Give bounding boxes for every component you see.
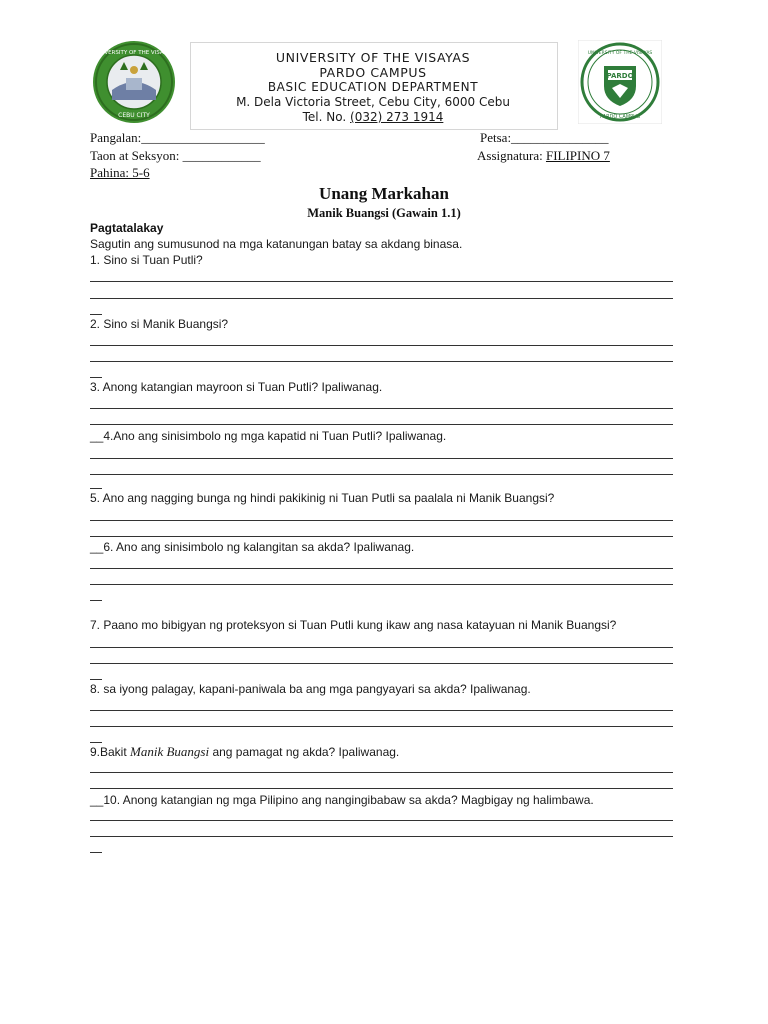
question-10: __10. Anong katangian ng mga Pilipino ang nangingibabaw sa akda? Magbigay ng halimbawa. (90, 793, 594, 807)
svg-text:UNIVERSITY OF THE VISAYAS: UNIVERSITY OF THE VISAYAS (94, 50, 174, 56)
assignatura-label: Assignatura: (477, 148, 543, 163)
question-9-prefix: 9.Bakit (90, 745, 131, 759)
answer-line[interactable] (90, 663, 673, 664)
question-7: 7. Paano mo bibigyan ng proteksyon si Tuan Putli kung ikaw ang nasa katayuan ni Manik Buangsi? (90, 618, 617, 632)
answer-line[interactable] (90, 584, 673, 585)
answer-line[interactable] (90, 345, 673, 346)
answer-line[interactable] (90, 361, 673, 362)
answer-line[interactable] (90, 726, 673, 727)
answer-line-stub (90, 488, 102, 489)
assignatura-value: FILIPINO 7 (545, 148, 610, 163)
question-9-title: Manik Buangsi (130, 744, 210, 759)
answer-line-stub (90, 377, 102, 378)
campus-logo (578, 40, 662, 124)
answer-line[interactable] (90, 820, 673, 821)
answer-line[interactable] (90, 536, 673, 537)
answer-line[interactable] (90, 772, 673, 773)
section-heading: Pagtatalakay (90, 221, 164, 235)
pahina-field: Pahina: 5-6 (90, 165, 150, 180)
answer-line[interactable] (90, 710, 673, 711)
assignatura-field (477, 148, 610, 164)
svg-text:PARDO: PARDO (606, 72, 634, 80)
answer-line[interactable] (90, 647, 673, 648)
pangalan-field[interactable]: Pangalan:___________________ (90, 130, 265, 145)
school-address: M. Dela Victoria Street, Cebu City, 6000 Cebu (236, 95, 510, 109)
question-3: 3. Anong katangian mayroon si Tuan Putli? Ipaliwanag. (90, 380, 383, 394)
answer-line-stub (90, 600, 102, 601)
answer-line[interactable] (90, 408, 673, 409)
question-9-suffix: ang pamagat ng akda? Ipaliwanag. (209, 745, 400, 759)
question-2: 2. Sino si Manik Buangsi? (90, 317, 229, 331)
answer-line-stub (90, 314, 102, 315)
svg-text:UNIVERSITY OF THE VISAYAS: UNIVERSITY OF THE VISAYAS (587, 51, 653, 56)
telephone-label: Tel. No. (302, 110, 347, 124)
answer-line-stub (90, 679, 102, 680)
campus-name: PARDO CAMPUS (319, 65, 427, 80)
taon-seksyon-field[interactable]: Taon at Seksyon: ____________ (90, 148, 261, 163)
telephone-line (190, 110, 556, 124)
answer-line[interactable] (90, 474, 673, 475)
university-seal-logo (92, 40, 176, 124)
page-title: Unang Markahan (319, 184, 449, 203)
question-4: __4.Ano ang sinisimbolo ng mga kapatid ni Tuan Putli? Ipaliwanag. (90, 429, 447, 443)
page-subtitle: Manik Buangsi (Gawain 1.1) (307, 206, 461, 220)
question-6: __6. Ano ang sinisimbolo ng kalangitan sa akda? Ipaliwanag. (90, 540, 415, 554)
instruction-text: Sagutin ang sumusunod na mga katanungan batay sa akdang binasa. (90, 237, 463, 251)
answer-line-stub (90, 742, 102, 743)
answer-line[interactable] (90, 520, 673, 521)
question-9 (90, 744, 399, 760)
answer-line[interactable] (90, 458, 673, 459)
answer-line[interactable] (90, 568, 673, 569)
answer-line[interactable] (90, 788, 673, 789)
telephone-number: (032) 273 1914 (350, 110, 444, 124)
university-name: UNIVERSITY OF THE VISAYAS (275, 50, 471, 65)
question-1: 1. Sino si Tuan Putli? (90, 253, 203, 267)
question-5: 5. Ano ang nagging bunga ng hindi pakikinig ni Tuan Putli sa paalala ni Manik Buangsi? (90, 491, 555, 505)
petsa-field[interactable]: Petsa:_______________ (480, 130, 609, 145)
answer-line[interactable] (90, 836, 673, 837)
question-8: 8. sa iyong palagay, kapani-paniwala ba ang mga pangyayari sa akda? Ipaliwanag. (90, 682, 531, 696)
answer-line[interactable] (90, 424, 673, 425)
answer-line-stub (90, 852, 102, 853)
answer-line[interactable] (90, 281, 673, 282)
svg-text:PARDO CAMPUS: PARDO CAMPUS (599, 114, 641, 120)
department-name: BASIC EDUCATION DEPARTMENT (267, 80, 479, 94)
answer-line[interactable] (90, 298, 673, 299)
svg-text:CEBU CITY: CEBU CITY (118, 112, 150, 119)
